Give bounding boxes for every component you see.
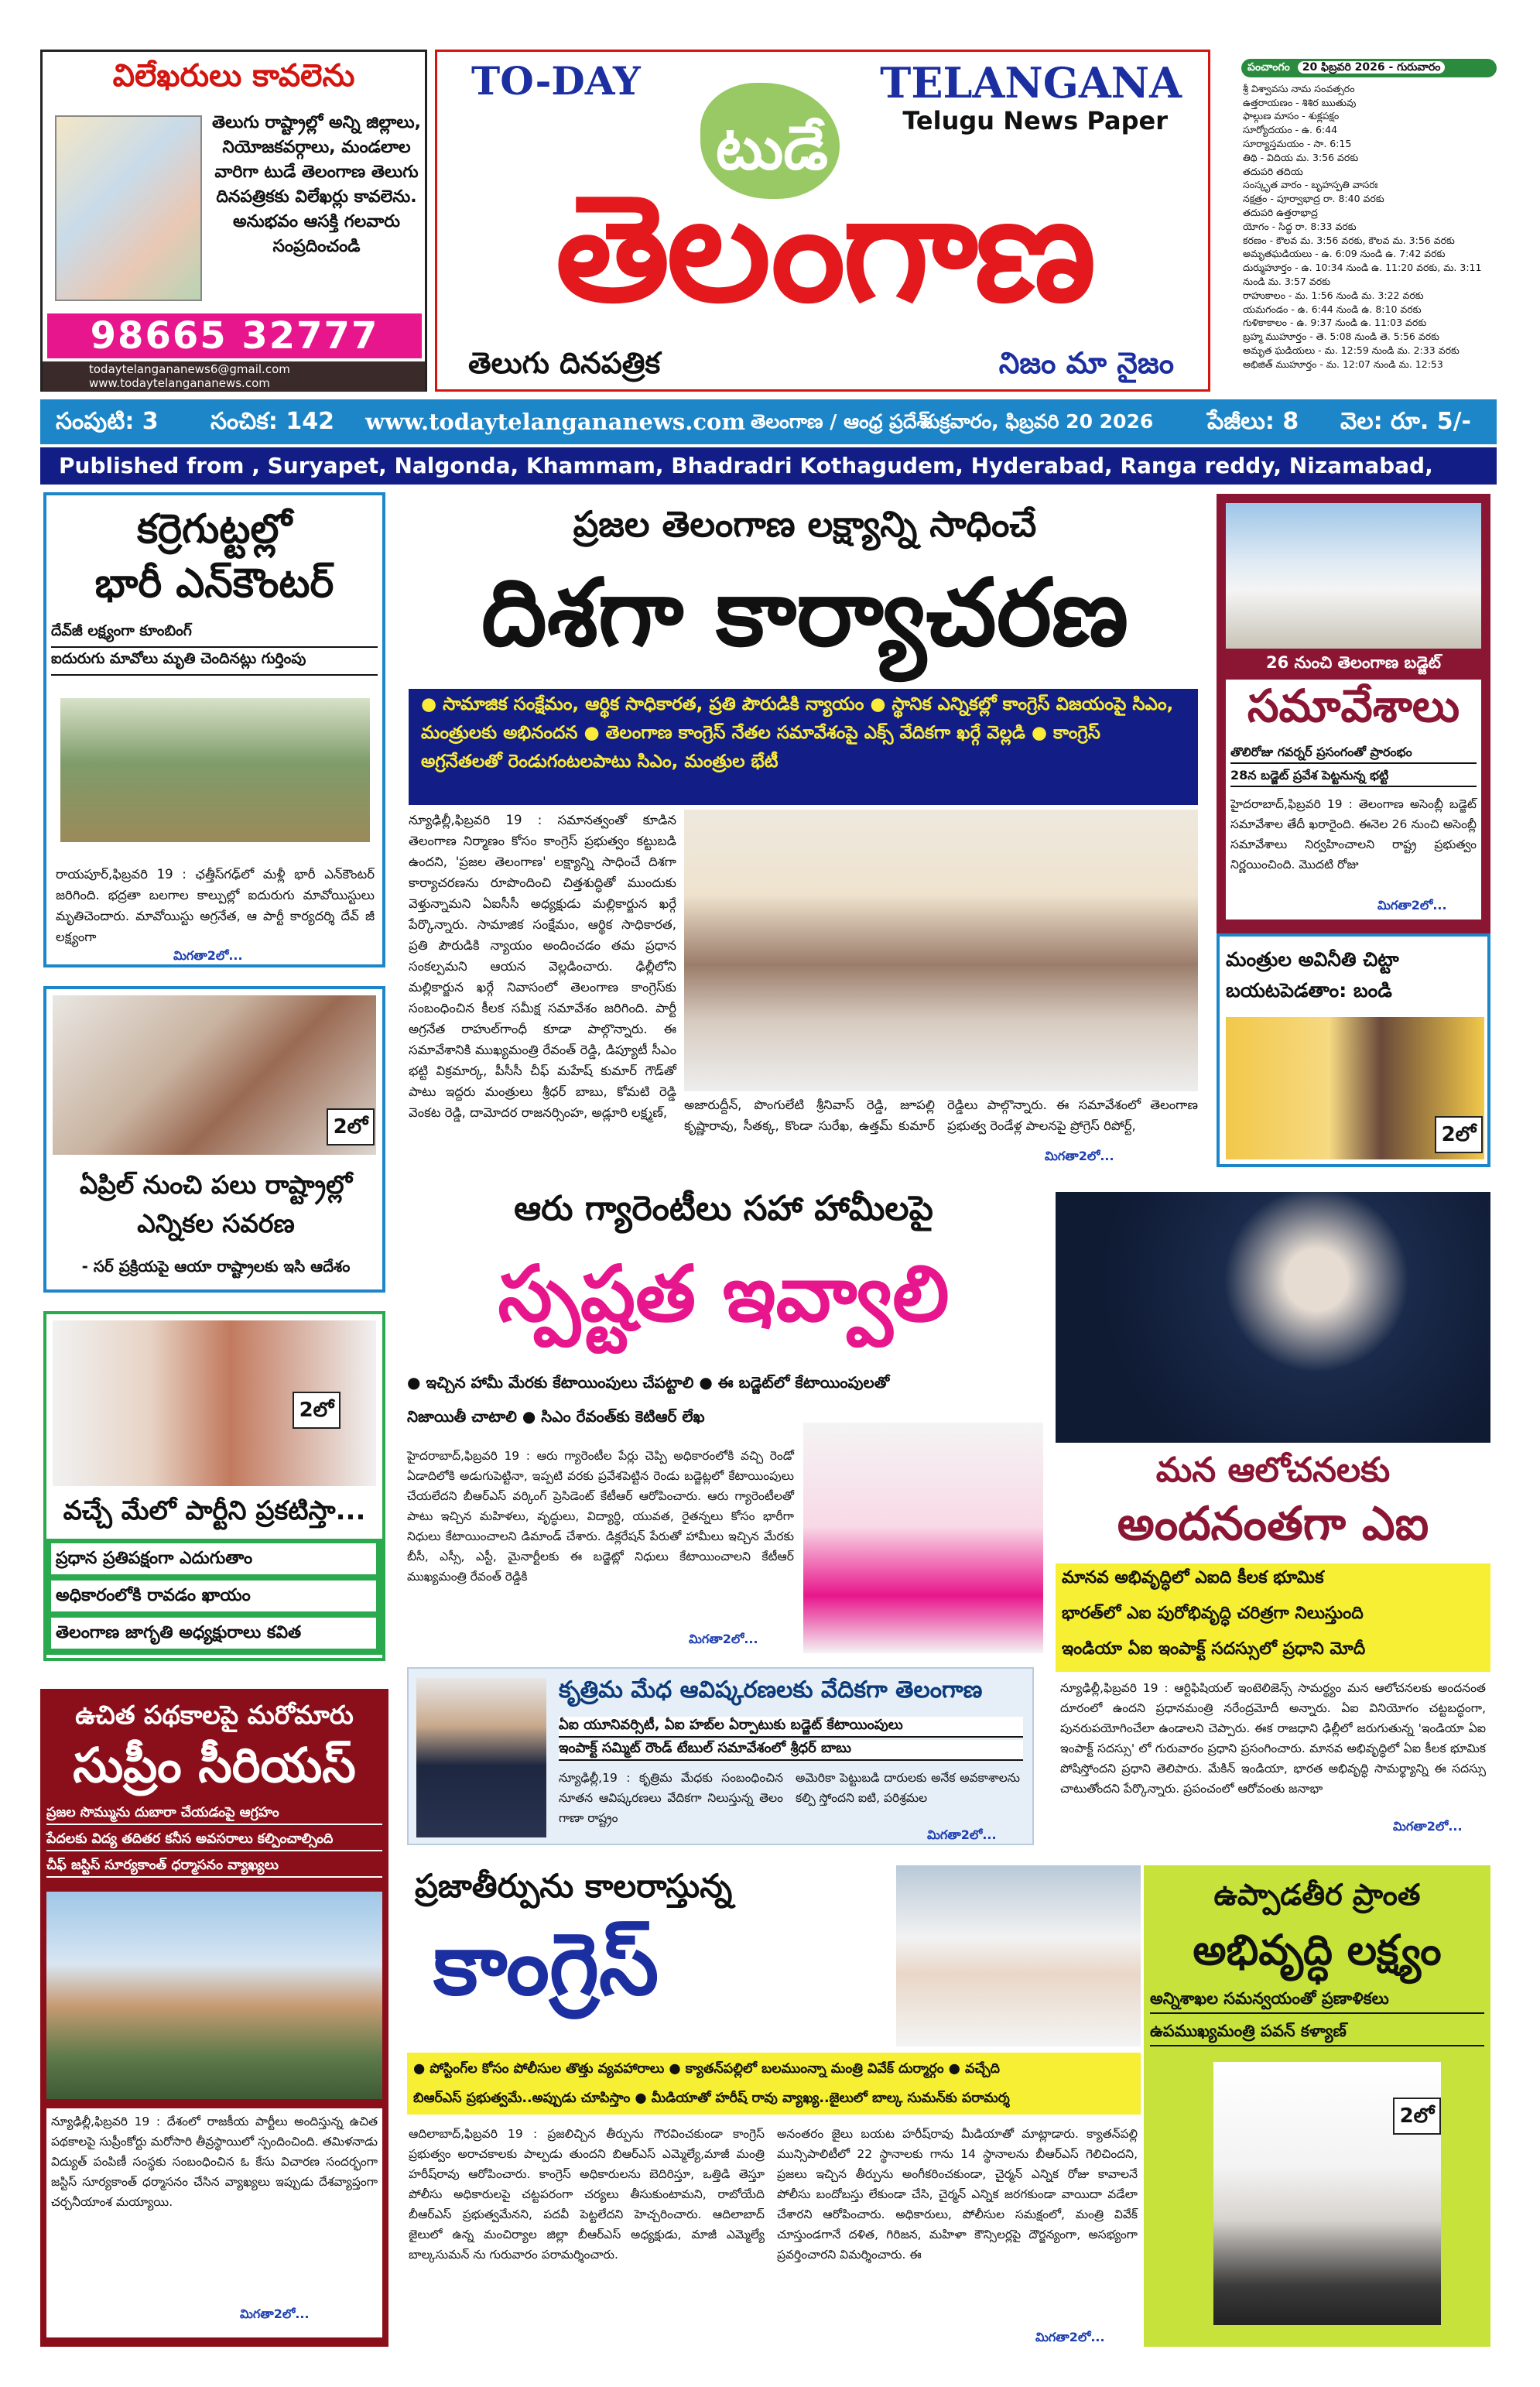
guarantee-bullets-2: నిజాయితీ చాటాలి ● సిఎం రేవంత్‌కు కెటిఆర్ లేఖ [407,1407,705,1426]
masthead-logo: తెలంగాణ [555,163,1093,334]
court-body: న్యూఢిల్లీ,ఫిబ్రవరి 19 : దేశంలో రాజకీయ పార్టీలు అందిస్తున్న ఉచిత పథకాలపై సుప్రీంకోర్టు మరోసారి తీవ్రస్థాయిలో స్పందించింది. తమిళనాడు విద్యుత్ పంపిణీ సంస్థకు సంబంధించిన ఓ కేసు విచారణ సందర్భంగా జస్టిస్ సూర్యకాంత్ ధర్మాసనం చేసిన వ్యాఖ్యలు ఇప్పుడు దేశవ్యాప్తంగా చర్చనీయాంశ మయ్యాయి. [51,2115,378,2209]
ai-modi-sub-2: భారత్‌లో ఎఐ పురోభివృద్ధి చరిత్రగా నిలుస్తుంది [1062,1604,1364,1623]
poll-tag: 2లో [327,1108,375,1146]
budget-sub-2: 28న బడ్జెట్ ప్రవేశ పెట్టనున్న భట్టి [1230,768,1477,787]
masthead-telangana: TELANGANA [880,58,1182,108]
court-headline-2: సుప్రీం సీరియస్ [73,1737,356,1793]
almanac-line: తదుపరి ఉత్తరాభాద్ర [1243,206,1318,218]
karre-continued[interactable]: మిగతా2లో... [173,948,243,963]
ad-web: www.todaytelangananews.com [89,376,270,390]
guarantee-kicker: ఆరు గ్యారెంటీలు సహా హామీలపై [514,1189,933,1228]
karre-forest-photo [60,698,370,842]
karre-sub-1: దేవ్‌జీ లక్ష్యంగా కూంబింగ్ [51,622,378,648]
ai-modi-sub-3: ఇండియా ఏఐ ఇంపాక్ట్ సదస్సులో ప్రధాని మోదీ [1062,1639,1366,1659]
ktr-photo [803,1423,1043,1653]
karre-sub-2: ఐదురుగు మావోలు మృతి చెందినట్లు గుర్తింపు [51,650,378,676]
masthead-subtitle: Telugu News Paper [902,106,1168,135]
website[interactable]: www.todaytelangananews.com [365,409,746,435]
almanac-line: అమృతఘడియలు - ఉ. 6:09 నుండి ఉ. 7:42 వరకు [1243,248,1446,260]
coast-tag: 2లో [1393,2098,1441,2135]
ai-telangana-sub-1: ఏఐ యూనివర్సిటీ, ఏఐ హబ్‌ల ఏర్పాటుకు బడ్జెట్ కేటాయింపులు [559,1717,1023,1738]
almanac-label: పంచాంగం [1247,61,1290,74]
ai-modi-headline-2: అందనంతగా ఎఐ [1117,1497,1429,1551]
court-body-box [46,2108,382,2337]
almanac-line: శ్రీ విశ్వావసు నామ సంవత్సరం [1243,82,1355,94]
published-from: Published from , Suryapet, Nalgonda, Khammam, Bhadradri Kothagudem, Hyderabad, Ranga reddy, Nizamabad, [40,447,1497,485]
poll-sub: - సర్ ప్రక్రియపై ఆయా రాష్ట్రాలకు ఇసి ఆదేశం [81,1257,351,1276]
ai-modi-subs [1056,1563,1490,1672]
almanac-line: సంస్కృత వారం - బృహస్పతి వాసరః [1243,179,1378,191]
almanac-line: దుర్ముహూర్తం - ఉ. 10:34 నుండి ఉ. 11:20 వరకు, మ. 3:11 నుండి మ. 3:57 వరకు [1243,262,1482,287]
almanac-line: సూర్యోదయం - ఉ. 6:44 [1243,124,1338,136]
lead-bullets: ● సామాజిక సంక్షేమం, ఆర్థిక సాధికారత, ప్రతి పౌరుడికి న్యాయం ● స్థానిక ఎన్నికల్లో కాంగ్రెస్ విజయంపై సిఎం, మంత్రులకు అభినందన ● తెలంగాణ కాంగ్రెస్ నేతల సమావేశంపై ఎక్స్ వేదికగా ఖర్గే వెల్లడి ● కాంగ్రెస్ అగ్రనేతలతో రెండుగంటలపాటు సిఎం, మంత్రుల భేటీ [409,689,1198,805]
coast-headline-2: అభివృద్ధి లక్ష్యం [1193,1926,1442,1974]
karre-encounter-story [43,492,385,967]
almanac-line: ఫాల్గుణ మాసం - శుక్లపక్షం [1243,110,1340,122]
almanac-line: నక్షత్రం - పూర్వాభాద్ర రా. 8:40 వరకు [1243,193,1384,205]
masthead-logo-small: టుడే [716,114,828,183]
masthead-motto: నిజం మా నైజం [998,346,1174,380]
congress-headline: కాంగ్రెస్ [433,1915,659,2014]
bandi-headline: మంత్రుల అవినీతి చిట్టా బయటపెడతాం: బండి [1226,948,1399,1002]
masthead-today: TO-DAY [471,58,641,104]
ai-telangana-sub-2: ఇంపాక్ట్ సమ్మిట్ రౌండ్ టేబుల్ సమావేశంలో శ్రీధర్ బాబు [559,1740,1023,1761]
almanac-line: గుళికాకాలం - ఉ. 9:37 నుండి ఉ. 11:03 వరకు [1243,317,1427,329]
coast-headline-1: ఉప్పాడతీర ప్రాంత [1213,1878,1421,1912]
lead-body: న్యూఢిల్లీ,ఫిబ్రవరి 19 : సమానత్వంతో కూడిన తెలంగాణ నిర్మాణం కోసం కాంగ్రెస్ ప్రభుత్వం కట్టుబడి ఉందని, 'ప్రజల తెలంగాణ' లక్ష్యాన్ని సాధించే దిశగా కార్యాచరణను రూపొందించి చిత్తశుద్ధితో ముందుకు వెళ్తున్నామని ఏఐసీసీ అధ్యక్షుడు మల్లికార్జున ఖర్గే పేర్కొన్నారు. సామాజిక సంక్షేమం, ఆర్థిక సాధికారత, ప్రతి పౌరుడికి న్యాయం అందించడం తమ ప్రధాన సంకల్పమని ఆయన వెల్లడించారు. ఢిల్లీలోని మల్లికార్జున ఖర్గే నివాసంలో తెలంగాణ కాంగ్రెస్‌కు సంబంధించిన కీలక సమీక్ష సమావేశం జరిగింది. పార్టీ అగ్రనేత రాహుల్‌గాంధీ కూడా పాల్గొన్నారు. ఈ సమావేశానికి ముఖ్యమంత్రి రేవంత్ రెడ్డి, డిప్యూటీ సీఎం భట్టి విక్రమార్క, పీసీసీ చీఫ్ మహేష్ కుమార్ గౌడ్‌తో పాటు ఇద్దరు మంత్రులు శ్రీధర్ బాబు, కోమటి రెడ్డి వెంకట రెడ్డి, దామోదర రాజనర్సింహ, అడ్లూరి లక్ష్మణ్, [409,813,676,1120]
guarantee-bullets-1: ● ఇచ్చిన హామీ మేరకు కేటాయింపులు చేపట్టాలి ● ఈ బడ్జెట్‌లో కేటాయింపులతో [407,1373,890,1392]
ai-telangana-continued[interactable]: మిగతా2లో... [927,1827,997,1842]
bandi-tag: 2లో [1435,1116,1483,1153]
ad-phone: 98665 32777 [47,313,422,358]
volume: సంపుటి: 3 [56,408,159,435]
harish-rao-photo [896,1865,1141,2046]
karre-headline-1: కర్రెగుట్టల్లో [137,506,292,553]
ai-telangana-headline: కృత్రిమ మేధ ఆవిష్కరణలకు వేదికగా తెలంగాణ [559,1676,983,1704]
ad-title: విలేఖరులు కావలెను [43,52,425,100]
almanac-line: సూర్యాస్తమయం - సా. 6:15 [1243,137,1352,149]
lead-kicker: ప్రజల తెలంగాణ లక్ష్యాన్ని సాధించే [573,503,1037,545]
ai-modi-headline-1: మన ఆలోచనలకు [1155,1450,1391,1490]
court-story [40,1689,388,2347]
region: తెలంగాణ / ఆంధ్ర ప్రదేశ్ [751,410,928,433]
almanac-line: యమగండం - ఉ. 6:44 నుండి ఉ. 8:10 వరకు [1243,303,1422,315]
budget-continued[interactable]: మిగతా2లో... [1377,898,1447,913]
almanac-lines [1241,82,1497,372]
court-sub-3: చీఫ్ జస్టిస్ సూర్యకాంత్ ధర్మాసనం వ్యాఖ్యలు [46,1858,382,1878]
ad-newspaper-thumbnail [55,115,202,301]
court-sub-2: పేదలకు విద్య తదితర కనీస అవసరాలు కల్పించాల్సింది [46,1831,382,1851]
budget-headline-2: సమావేశాలు [1247,680,1460,732]
almanac-line: బ్రహ్మ ముహూర్తం - తె. 5:08 నుండి తె. 5:56 వరకు [1243,330,1439,343]
congress-bullets-1: ● పోస్టింగ్‌ల కోసం పోలీసుల తొత్తు వ్యవహారాలు ● క్యాతన్‌పల్లిలో బలముంన్నా మంత్రి వివేక్ దుర్మార్గం ● వచ్చేది [413,2061,1000,2077]
almanac-line: అభిజిత్ ముహూర్తం - మ. 12:07 నుండి మ. 12:53 [1243,358,1443,370]
congress-continued[interactable]: మిగతా2లో... [1035,2330,1105,2344]
poll-headline: ఏప్రిల్ నుంచి పలు రాష్ట్రాల్లో ఎన్నికల సవరణ [79,1170,353,1238]
almanac-line: తదుపరి తదియ [1243,165,1303,177]
issue-band [40,399,1497,444]
budget-sub-1: తొలిరోజు గవర్నర్ ప్రసంగంతో ప్రారంభం [1230,745,1477,764]
supreme-court-photo [46,1892,382,2099]
congress-col-1: ఆదిలాబాద్,ఫిబ్రవరి 19 : ప్రజలిచ్చిన తీర్పును గౌరవించకుండా కాంగ్రెస్ ప్రభుత్వం అరాచకాలకు పాల్పడు తుందని బిఆర్ఎస్ ఎమ్మెల్యే,మాజీ మంత్రి హరీష్‌రావు ఆరోపించారు. కాంగ్రెస్ అధికారులను బెదిరిస్తూ, ఒత్తిడి తెస్తూ పోలీసు అధికారులపై చట్టపరంగా చర్యలు తీసుకుంటామని, రాబోయేది బీఆర్ఎస్ ప్రభుత్వమేనని, పదవీ పెట్టలేదని హెచ్చరించారు. ఆదిలాబాద్ జైలులో ఉన్న మంచిర్యాల జిల్లా బీఆర్ఎస్ అధ్యక్షుడు, మాజీ ఎమ్మెల్యే బాల్కసుమన్ ను గురువారం పరామర్శించారు. [409,2127,765,2262]
issue-number: సంచిక: 142 [210,408,334,435]
almanac-line: కరణం - కౌలవ మ. 3:56 వరకు, కౌలవ మ. 3:56 వరకు [1243,234,1455,246]
ai-modi-sub-1: మానవ అభివృద్ధిలో ఎఐది కీలక భూమిక [1062,1568,1324,1587]
ai-modi-continued[interactable]: మిగతా2లో... [1393,1819,1463,1834]
lead-continued[interactable]: మిగతా2లో... [1045,1149,1114,1163]
congress-bullets-2: బిఆర్‌ఎస్ ప్రభుత్వమే..అప్పుడు చూపిస్తాం ● మీడియాతో హరీష్ రావు వ్యాఖ్య..జైలులో బాల్క సుమన్‌కు పరామర్శ [413,2091,1010,2106]
guarantee-body: హైదరాబాద్,ఫిబ్రవరి 19 : ఆరు గ్యారెంటీల పేర్లు చెప్పి అధికారంలోకి వచ్చి రెండో ఏడాదిలోకి అడుగుపెట్టినా, ఇప్పటి వరకు ప్రవేశపెట్టిన రెండు బడ్జెట్లలో కేటాయింపులు చేయలేదని బీఆర్‌ఎస్ వర్కింగ్ ప్రెసిడెంట్ కేటీఆర్ ఆరోపించారు. ఆరు గ్యారెంటీలతో పాటు ఇచ్చిన మహిళలు, వృద్ధులు, విద్యార్థి, యువత, రైతన్నలు కోసం భారీగా నిధులు కేటాయించాలని డిమాండ్ చేశారు. డిక్లరేషన్ పేరుతో హామీలు ఇచ్చిన మేరకు బీసీ, ఎస్సీ, ఎస్టీ, మైనార్టీలకు ఈ బడ్జెట్లో నిధులు కేటాయించాలని కేటీఆర్ ముఖ్యమంత్రి రేవంత్ రెడ్డికి [407,1449,794,1584]
modi-photo [1056,1192,1490,1443]
ai-modi-body: న్యూఢిల్లీ,ఫిబ్రవరి 19 : ఆర్టిఫిషియల్ ఇంటెలిజెన్స్ సామర్థ్యం మన ఆలోచనలకు అందనంత దూరంలో ఉందని ప్రధానమంత్రి నరేంద్రమోదీ అన్నారు. ఏఐ వినియోగం చట్టబద్ధంగా, పునరుపయోగించేలా ఉండాలని చెప్పారు. ఈక రాజధాని ఢిల్లీలో జరుగుతున్న 'ఇండియా ఏఐ ఇంపాక్ట్ సదస్సు' లో గురువారం ప్రధాని ప్రసంగించారు. మానవ అభివృద్ధిలో ఏఐ కీలక భూమిక పోషిస్తోందని ప్రధాని తెలిపారు. మేకిన్ ఇండియా, భారత అభివృద్ధి సామర్థ్యాన్ని ఈ సదస్సు చాటుతోందని పేర్కొన్నారు. ప్రపంచంలో ఆరోవంతు జనాభా [1060,1681,1486,1796]
kavitha-subs [46,1539,382,1655]
price: వెల: రూ. 5/- [1340,408,1471,435]
kavitha-story [43,1311,385,1661]
page-count: పేజీలు: 8 [1207,408,1299,435]
coast-sub-2: ఉపముఖ్యమంత్రి పవన్ కళ్యాణ్ [1150,2022,1484,2046]
congress-col-2: అనంతరం జైలు బయట హరీష్‌రావు మీడియాతో మాట్లాడారు. క్యాతన్‌పల్లి మున్సిపాలిటీలో 22 స్థానాలకు గాను 14 స్థానాలను బీఆర్ఎస్ గెలిచిందని, ప్రజలు ఇచ్చిన తీర్పును అంగీకరించకుండా, చైర్మన్ ఎన్నిక రోజు కావాలనే పోలీసు బందోబస్తు లేకుండా చేసి, చైర్మన్ ఎన్నిక జరగకుండా వాయిదా వడేలా చేశారని ఆరోపించారు. అధికారులు, పోలీసుల సమక్షంలో, మంత్రి వివేక్ చూస్తుండగానే దళిత, గిరిజన, మహిళా కౌన్సిలర్లపై దౌర్జన్యంగా, అసభ్యంగా ప్రవర్తించారని విమర్శించారు. ఈ [777,2127,1138,2262]
lead-caption: అజారుద్దీన్, పొంగులేటి శ్రీనివాస్ రెడ్డి, జూపల్లి కృష్ణారావు, సీతక్క, కొండా సురేఖ, ఉత్తమ్ కుమార్ రెడ్డిలు పాల్గొన్నారు. ఈ సమావేశంలో తెలంగాణ ప్రభుత్వ రెండేళ్ల పాలనపై ప్రోగ్రెస్ రిపోర్ట్, [684,1098,1198,1133]
court-sub-1: ప్రజల సొమ్మును దుబారా చేయడంపై ఆగ్రహం [46,1805,382,1825]
congress-bullets [407,2053,1141,2115]
almanac-line: తిథి - విదియ మ. 3:56 వరకు [1243,151,1359,163]
poll-story [43,986,385,1293]
ad-body: తెలుగు రాష్ట్రాల్లో అన్ని జిల్లాలు, నియోజకవర్గాలు, మండలాల వారిగా టుడే తెలంగాణ తెలుగు దినపత్రికకు విలేఖర్లు కావలెను. అనుభవం ఆసక్తి గలవారు సంప్రదించండి [212,113,421,256]
guarantee-headline: స్పష్టత ఇవ్వాలి [498,1248,950,1339]
court-headline-1: ఉచిత పథకాలపై మరోమారు [75,1700,354,1730]
issue-date: శుక్రవారం, ఫిబ్రవరి 20 2026 [922,410,1154,433]
ai-telangana-story [407,1667,1034,1845]
bandi-story [1217,933,1490,1167]
almanac [1241,59,1497,392]
kavitha-sub-1: ప్రధాన ప్రతిపక్షంగా ఎదుగుతాం [51,1543,376,1574]
ad-reporters-wanted [40,50,427,392]
lead-headline: దిశగా కార్యాచరణ [481,560,1128,667]
almanac-date: 20 ఫిబ్రవరి 2026 - గురువారం [1298,61,1446,74]
kavitha-sub-3: తెలంగాణ జాగృతి అధ్యక్షురాలు కవిత [51,1618,376,1649]
almanac-line: యోగం - సిద్ధ రా. 8:33 వరకు [1243,220,1357,232]
guarantee-continued[interactable]: మిగతా2లో... [689,1632,758,1646]
masthead-daily: తెలుగు దినపత్రిక [468,346,661,380]
assembly-photo [1226,503,1481,649]
almanac-line: ఉత్తరాయణం - శిశిర ఋతువు [1243,96,1357,108]
coast-story [1144,1865,1490,2347]
ad-email: todaytelangananews6@gmail.com [89,362,290,376]
budget-body: హైదరాబాద్,ఫిబ్రవరి 19 : తెలంగాణ అసెంబ్లీ బడ్జెట్ సమావేశాల తేదీ ఖరారైంది. ఈనెల 26 నుంచి అసెంబ్లీ సమావేశాలు నిర్వహించాలని రాష్ట్ర ప్రభుత్వం నిర్ణయించింది. మొదటి రోజు [1230,797,1477,872]
masthead [435,50,1210,392]
almanac-line: అమృత ఘడియలు - మ. 12:59 నుండి మ. 2:33 వరకు [1243,344,1460,356]
budget-headline-1: 26 నుంచి తెలంగాణ బడ్జెట్ [1266,653,1441,672]
coast-sub-1: అన్నిశాఖల సమన్వయంతో ప్రణాళికలు [1150,1989,1484,2014]
budget-inner [1226,680,1481,920]
ad-contact [43,361,425,391]
karre-headline-2: భారీ ఎన్‌కౌంటర్ [94,560,334,607]
sridhar-babu-photo [416,1678,546,1837]
almanac-header [1241,59,1497,77]
kavitha-tag: 2లో [293,1392,341,1429]
congress-kicker: ప్రజాతీర్పును కాలరాస్తున్న [415,1867,733,1905]
karre-body: రాయపూర్,ఫిబ్రవరి 19 : ఛత్తీస్‌గఢ్‌లో మళ్లీ భారీ ఎన్‌కౌంటర్ జరిగింది. భద్రతా బలగాల కాల్పుల్లో ఐదురుగు మావోయిస్టులు మృతిచెందారు. మావోయిస్టు అగ్రనేత, ఆ పార్టీ కార్యదర్శి దేవ్ జీ లక్ష్యంగా [56,867,375,944]
court-continued[interactable]: మిగతా2లో... [240,2307,310,2321]
ai-telangana-col-2: అమెరికా పెట్టుబడి దారులకు అనేక అవకాశాలను కల్పి స్తోందని ఐటి, పరిశ్రమల [796,1771,1020,1805]
kavitha-headline: వచ్చే మేలో పార్టీని ప్రకటిస్తా... [63,1495,366,1526]
kavitha-sub-2: అధికారంలోకి రావడం ఖాయం [51,1580,376,1611]
almanac-line: రాహుకాలం - మ. 1:56 నుండి మ. 3:22 వరకు [1243,289,1424,301]
budget-story [1217,494,1490,963]
lead-meeting-photo [684,810,1198,1091]
ai-telangana-col-1: న్యూఢిల్లీ,19 : కృత్రిమ మేధకు సంబంధించిన నూతన ఆవిష్కరణలు వేదికగా నిలుస్తున్న తెలం గాణా రాష్ట్రం [559,1771,783,1825]
